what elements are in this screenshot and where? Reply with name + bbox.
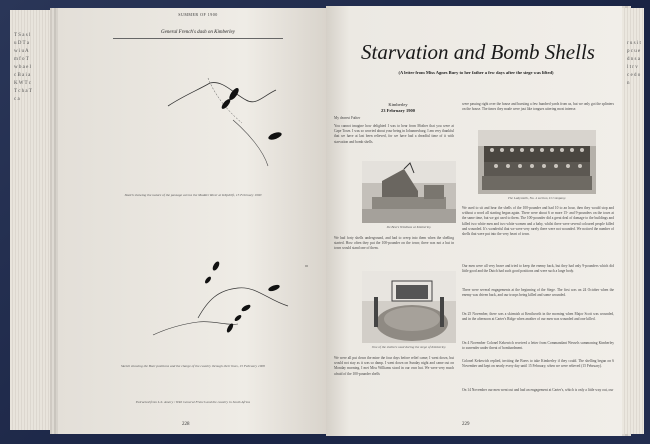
boundary-line <box>198 288 288 318</box>
hill-mark <box>220 98 232 110</box>
boer-position-mark <box>211 260 220 271</box>
map-klipdrift <box>138 58 308 173</box>
source-footnote: Extracted from L.S. Amery / With General French and the cavalry in South Africa <box>135 400 251 404</box>
paragraph-3: We were all put down the mine the four days before relief came; I went down, but would not stay as it was so damp. I went down on Sunday night and came out on Monday morning. I met Miss Williams stood in our own hut. We were very much afraid of the 100-pounder shells <box>334 356 454 376</box>
right-page <box>326 6 622 436</box>
photo-mine-headgear <box>362 161 456 223</box>
article-title: Starvation and Bomb Shells <box>361 40 595 64</box>
column2-top: were passing right over the house and bursting a few hundred yards from us, but we only got the splinters on the house. The times they made were just like tongues uttering most intense. <box>462 102 614 112</box>
photo1-caption: De Beers Windlass at Kimberley. <box>386 225 432 229</box>
letter-date: 23 February 1900 <box>381 108 415 113</box>
boer-position-mark <box>241 304 252 313</box>
photo2-caption: The Ladysmith, No. 4 section, D Company. <box>507 196 567 200</box>
page-number-right: 229 <box>462 422 470 427</box>
route-line <box>208 78 242 123</box>
left-page <box>58 8 326 434</box>
paragraph-7: On 25 November, there was a skirmish at Kenilworth in the morning when Major Scott was wounded, and in the afternoon at Carter's Ridge when another of our men was wounded and one killed. <box>462 312 614 322</box>
map2-caption: Sketch showing the Boer positions and the charge of the cavalry through their lines, 15 February 1900 <box>121 364 265 368</box>
paragraph-10: On 14 November our men went out and had an engagement at Carter's, which is only a little way out, our <box>462 388 614 392</box>
boer-position-mark <box>204 276 212 285</box>
river-line <box>153 322 238 335</box>
track-line <box>233 120 268 166</box>
paragraph-8: On 4 November Colonel Kekewich received a letter from Commandant Wessels summoning Kimberley to surrender under threat of bombardment. <box>462 341 614 351</box>
photo3-caption: One of the shelters used during the siege of Kimberley. <box>371 345 447 349</box>
photo-company-group <box>478 130 596 194</box>
boer-position-mark <box>268 284 281 293</box>
paragraph-4: We used to sit and hear the shells of the 100-pounder and had 10 to an hour, then they would stop and without a word all starting began again. There were about 6 or more 15- and 9-pounders on the town at the same time, but we got used to them. The 100-pounder did a great deal of damage to the buildings and killed two white men and two white women and a baby, whilst there were several coloured people killed and wounded. It's wonderful that we were very rarely there were not wounded. We noticed the number of shells that were put into the very heart of town. <box>462 206 614 237</box>
paragraph-1: You cannot imagine how delighted I was to hear from Mother that you were at Cape Town. I was so worried about your being in Johannesburg. I am very thankful that we have at last been relieved, for we have had a dreadful time of it with starvation and bomb shells. <box>334 124 454 144</box>
photo-siege-shelter <box>362 271 456 343</box>
map1-caption: Sketch showing the nature of the passage across the Modder River at Klipdrift, 15 February 1900 <box>124 193 262 197</box>
caption-rule <box>113 38 283 39</box>
right-edge-text: r u s i t p c u e d n s a l t r v c e d o n <box>627 41 641 86</box>
letter-place: Kimberley <box>388 102 408 107</box>
paragraph-2: We had forty shells underground, and had to creep into them when the shelling started. How often they put the 100-pounder on the town; there was not a hut in town would stand one of them. <box>334 236 454 251</box>
paragraph-9: Colonel Kekewich replied, inviting the Boers to take Kimberley if they could. The shelling began on 6 November and kept on nearly every day until 15 February, when we were relieved (15 February). <box>462 359 614 369</box>
running-head: SUMMER OF 1900 <box>178 12 218 17</box>
boer-position-mark <box>234 314 243 322</box>
paragraph-5: Our men were all very brave and tried to keep the enemy back, but they had only 9-pounders which did little good and the Dutch had such good positions and were such a large body. <box>462 264 614 274</box>
map-cavalry-charge <box>138 240 308 360</box>
page-number-left: 228 <box>182 422 190 427</box>
salutation: My dearest Father <box>334 116 361 120</box>
hill-mark <box>267 131 282 141</box>
paragraph-6: There were several engagements at the beginning of the Siege. The first was on 24 October when the enemy was driven back, and our troops being killed and some wounded. <box>462 288 614 298</box>
article-subtitle: (A letter from Miss Agnes Bury to her father a few days after the siege was lifted) <box>398 70 554 75</box>
map-section-caption: General French's dash on Kimberley <box>161 30 235 35</box>
left-edge-text: T S a s l u D T a w i u A m f o T w b a e l c B a i a K W T c T c h a T c a <box>14 33 32 102</box>
